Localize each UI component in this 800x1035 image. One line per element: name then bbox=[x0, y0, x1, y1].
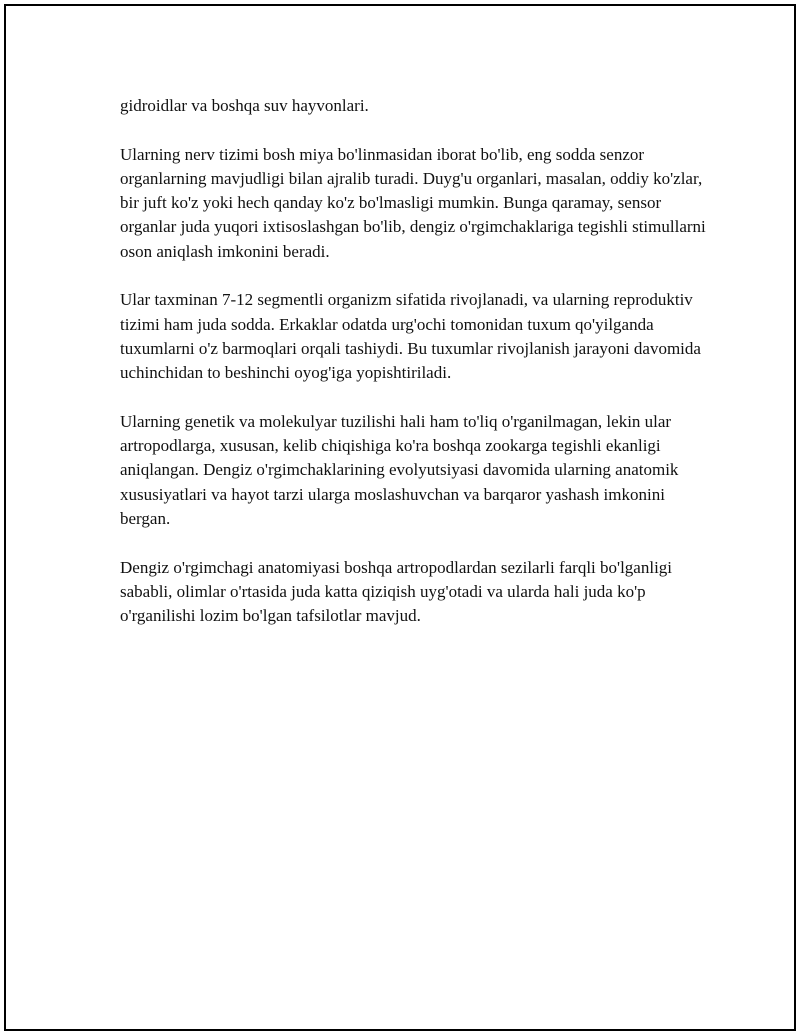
paragraph-1: gidroidlar va boshqa suv hayvonlari. bbox=[120, 96, 369, 115]
paragraph-5: Dengiz o'rgimchagi anatomiyasi boshqa artropodlardan sezilarli farqli bo'lganligi sababli, olimlar o'rtasida juda katta qiziqish uyg'otadi va ularda hali juda ko'p o'rganilishi lozim bo'lgan tafsilotlar mavjud. bbox=[120, 557, 673, 626]
paragraph-2: Ularning nerv tizimi bosh miya bo'linmasidan iborat bo'lib, eng sodda senzor organlarning mavjudligi bilan ajralib turadi. Duyg'u organlari, masalan, oddiy ko'zlar, bir juft ko'z yoki hech qanday ko'z bo'lmasligi mumkin. Bunga qaramay, sensor organlar juda yuqori ixtisoslashgan bo'lib, dengiz o'rgimchaklariga tegishli stimullarni oson aniqlash imkonini beradi. bbox=[120, 144, 706, 261]
document-body bbox=[120, 94, 710, 653]
document-page bbox=[4, 4, 796, 1031]
paragraph-4: Ularning genetik va molekulyar tuzilishi hali ham to'liq o'rganilmagan, lekin ular artropodlarga, xususan, kelib chiqishiga ko'ra boshqa zookarga tegishli ekanligi aniqlangan. Dengiz o'rgimchaklarining evolyutsiyasi davomida ularning anatomik xususiyatlari va hayot tarzi ularga moslashuvchan va barqaror yashash imkonini bergan. bbox=[120, 411, 679, 529]
paragraph-3: Ular taxminan 7-12 segmentli organizm sifatida rivojlanadi, va ularning reproduktiv tizimi ham juda sodda. Erkaklar odatda urg'ochi tomonidan tuxum qo'yilganda tuxumlarni o'z barmoqlari orqali tashiydi. Bu tuxumlar rivojlanish jarayoni davomida uchinchidan to beshinchi oyog'iga yopishtiriladi. bbox=[120, 290, 701, 383]
